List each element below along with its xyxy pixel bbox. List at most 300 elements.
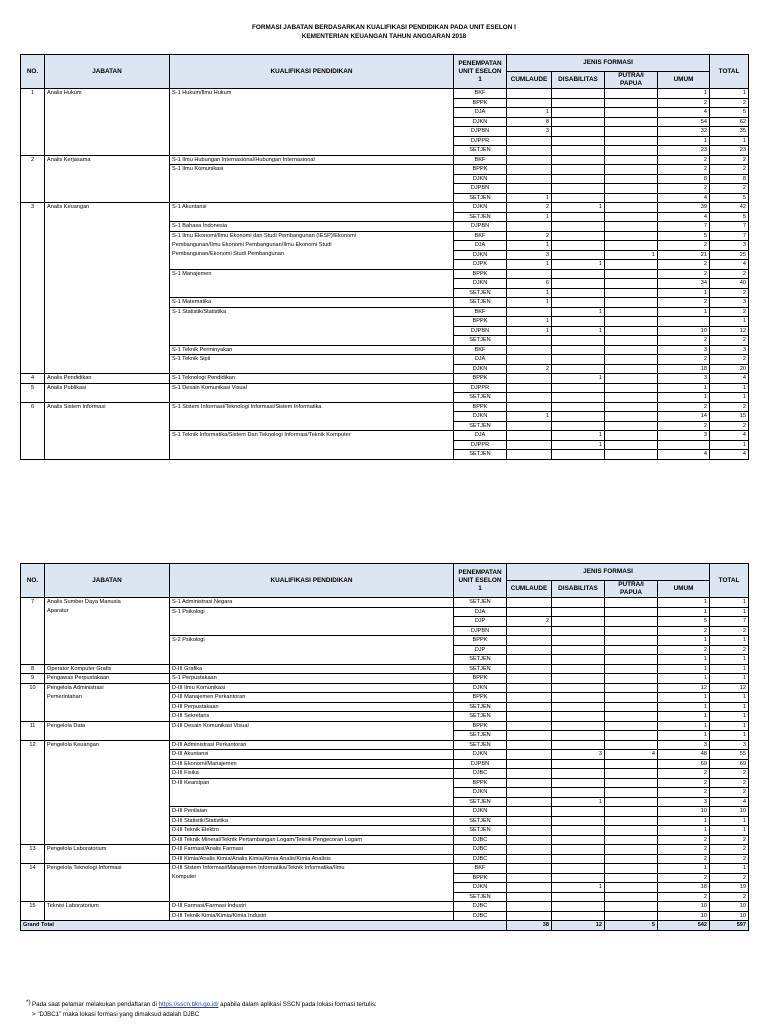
cell-disabilitas: [552, 345, 605, 355]
cell-cumlaude: [507, 655, 552, 665]
cell-jabatan: [45, 797, 170, 807]
cell-putra-papua: [605, 431, 658, 441]
cell-no: [21, 307, 45, 317]
table-row: [21, 374, 749, 384]
header-jabatan: JABATAN: [45, 564, 170, 598]
header-total: TOTAL: [710, 55, 749, 89]
cell-kualifikasi: [170, 617, 454, 627]
table-row: [21, 402, 749, 412]
cell-putra-papua: [605, 892, 658, 902]
cell-cumlaude: [507, 883, 552, 893]
cell-total: 1: [710, 136, 749, 146]
cell-disabilitas: [552, 241, 605, 251]
cell-umum: 39: [658, 203, 710, 213]
cell-umum: 2: [658, 788, 710, 798]
table-row: [21, 165, 749, 175]
cell-no: [21, 345, 45, 355]
cell-jabatan: [45, 326, 170, 336]
cell-disabilitas: [552, 127, 605, 137]
cell-putra-papua: [605, 269, 658, 279]
cell-disabilitas: [552, 117, 605, 127]
cell-total: 1: [710, 702, 749, 712]
cell-kualifikasi: S-1 Sistem Informasi/Teknologi Informasi/Sistem Informatika: [170, 402, 454, 412]
cell-cumlaude: 6: [507, 279, 552, 289]
cell-jabatan: [45, 412, 170, 422]
cell-no: 5: [21, 383, 45, 393]
cell-no: [21, 326, 45, 336]
cell-kualifikasi: [170, 136, 454, 146]
cell-total: 2: [710, 778, 749, 788]
cell-kualifikasi: [170, 117, 454, 127]
table-row: [21, 864, 749, 874]
cell-kualifikasi: [170, 288, 454, 298]
cell-putra-papua: [605, 89, 658, 99]
cell-no: 12: [21, 740, 45, 750]
cell-total: 2: [710, 288, 749, 298]
cell-no: [21, 317, 45, 327]
table-row: [21, 117, 749, 127]
cell-kualifikasi: [170, 626, 454, 636]
cell-jabatan: [45, 393, 170, 403]
cell-kualifikasi: D-III Perpustakaan: [170, 702, 454, 712]
cell-umum: 4: [658, 450, 710, 460]
cell-no: [21, 750, 45, 760]
cell-disabilitas: [552, 421, 605, 431]
cell-total: 1: [710, 655, 749, 665]
cell-umum: 2: [658, 778, 710, 788]
table-row: [21, 702, 749, 712]
cell-kualifikasi: Komputer: [170, 873, 454, 883]
cell-jabatan: [45, 165, 170, 175]
cell-kualifikasi: D-III Sistem Informasi/Manajemen Informatika/Teknik Informatika/Ilmu: [170, 864, 454, 874]
cell-jabatan: [45, 279, 170, 289]
cell-umum: 1: [658, 702, 710, 712]
cell-penempatan: BKF: [454, 155, 507, 165]
cell-kualifikasi: [170, 184, 454, 194]
table-row: [21, 778, 749, 788]
cell-umum: 12: [658, 683, 710, 693]
cell-penempatan: DJBC: [454, 835, 507, 845]
cell-putra-papua: [605, 317, 658, 327]
table-row: [21, 98, 749, 108]
table-row: [21, 412, 749, 422]
cell-penempatan: BKF: [454, 864, 507, 874]
cell-disabilitas: [552, 212, 605, 222]
cell-cumlaude: [507, 816, 552, 826]
cell-putra-papua: [605, 626, 658, 636]
cell-disabilitas: [552, 607, 605, 617]
cell-penempatan: DJP: [454, 617, 507, 627]
cell-total: 2: [710, 845, 749, 855]
cell-total: 69: [710, 759, 749, 769]
table-row: [21, 902, 749, 912]
cell-disabilitas: [552, 816, 605, 826]
header-kualifikasi: KUALIFIKASI PENDIDIKAN: [170, 55, 454, 89]
cell-kualifikasi: [170, 892, 454, 902]
header-kualifikasi: KUALIFIKASI PENDIDIKAN: [170, 564, 454, 598]
cell-penempatan: DJP: [454, 645, 507, 655]
cell-penempatan: DJKN: [454, 883, 507, 893]
cell-disabilitas: [552, 108, 605, 118]
cell-penempatan: SETJEN: [454, 146, 507, 156]
cell-putra-papua: [605, 731, 658, 741]
cell-umum: [658, 317, 710, 327]
cell-kualifikasi: D-III Akuntansi: [170, 750, 454, 760]
cell-putra-papua: [605, 683, 658, 693]
cell-cumlaude: [507, 146, 552, 156]
cell-umum: 8: [658, 174, 710, 184]
cell-jabatan: Aparatur: [45, 607, 170, 617]
cell-jabatan: [45, 731, 170, 741]
cell-jabatan: [45, 892, 170, 902]
cell-no: [21, 393, 45, 403]
cell-jabatan: [45, 127, 170, 137]
cell-putra-papua: [605, 607, 658, 617]
cell-penempatan: SETJEN: [454, 797, 507, 807]
cell-cumlaude: [507, 807, 552, 817]
document-subtitle: KEMENTERIAN KEUANGAN TAHUN ANGGARAN 2018: [301, 33, 467, 40]
cell-umum: 1: [658, 598, 710, 608]
cell-no: [21, 450, 45, 460]
cell-penempatan: BPPK: [454, 693, 507, 703]
cell-penempatan: SETJEN: [454, 712, 507, 722]
cell-umum: 18: [658, 364, 710, 374]
cell-umum: [658, 440, 710, 450]
cell-umum: 1: [658, 721, 710, 731]
cell-kualifikasi: D-III Fisika: [170, 769, 454, 779]
cell-no: 14: [21, 864, 45, 874]
table-row: [21, 769, 749, 779]
table-row: [21, 222, 749, 232]
cell-no: [21, 184, 45, 194]
grand-total-cumlaude: 38: [507, 921, 552, 931]
cell-umum: 5: [658, 617, 710, 627]
cell-jabatan: [45, 184, 170, 194]
cell-umum: 2: [658, 336, 710, 346]
table-row: [21, 383, 749, 393]
cell-no: [21, 212, 45, 222]
cell-kualifikasi: D-III Kimia/Analis Kimia/Analis Kimia/Kimia Analis/Kimia Analisis: [170, 854, 454, 864]
table-row: [21, 873, 749, 883]
table-row: [21, 231, 749, 241]
cell-putra-papua: [605, 136, 658, 146]
cell-penempatan: SETJEN: [454, 298, 507, 308]
cell-no: 15: [21, 902, 45, 912]
cell-no: [21, 412, 45, 422]
cell-penempatan: DJKN: [454, 117, 507, 127]
table-row: [21, 193, 749, 203]
cell-umum: 1: [658, 693, 710, 703]
cell-kualifikasi: D-III Ekonomi/Manajemen: [170, 759, 454, 769]
cell-umum: 4: [658, 193, 710, 203]
cell-no: [21, 778, 45, 788]
cell-umum: 3: [658, 740, 710, 750]
cell-putra-papua: [605, 873, 658, 883]
cell-total: 2: [710, 873, 749, 883]
cell-umum: 2: [658, 421, 710, 431]
cell-cumlaude: [507, 854, 552, 864]
cell-kualifikasi: Pembangunan/Ekonomi Studi Pembangunan: [170, 250, 454, 260]
cell-cumlaude: 1: [507, 193, 552, 203]
cell-penempatan: BKF: [454, 307, 507, 317]
cell-putra-papua: [605, 816, 658, 826]
table-row: [21, 307, 749, 317]
cell-putra-papua: [605, 184, 658, 194]
cell-jabatan: [45, 712, 170, 722]
cell-putra-papua: [605, 769, 658, 779]
cell-jabatan: Pengelola Laboratorium: [45, 845, 170, 855]
cell-penempatan: SETJEN: [454, 421, 507, 431]
cell-putra-papua: [605, 759, 658, 769]
grand-total-label: Grand Total: [21, 921, 507, 931]
cell-jabatan: Analis Hukum: [45, 89, 170, 99]
cell-kualifikasi: S-1 Hukum/Ilmu Hukum: [170, 89, 454, 99]
cell-cumlaude: [507, 674, 552, 684]
cell-umum: 3: [658, 374, 710, 384]
cell-disabilitas: [552, 250, 605, 260]
cell-jabatan: Pemerintahan: [45, 693, 170, 703]
header-penempatan: PENEMPATAN UNIT ESELON 1: [454, 55, 507, 89]
cell-kualifikasi: [170, 193, 454, 203]
cell-total: 1: [710, 440, 749, 450]
cell-cumlaude: [507, 683, 552, 693]
table-row: [21, 626, 749, 636]
cell-no: 3: [21, 203, 45, 213]
cell-penempatan: SETJEN: [454, 193, 507, 203]
header-disabilitas: DISABILITAS: [552, 581, 605, 598]
cell-kualifikasi: [170, 279, 454, 289]
cell-no: [21, 655, 45, 665]
cell-umum: 10: [658, 326, 710, 336]
table-row: [21, 816, 749, 826]
cell-kualifikasi: [170, 412, 454, 422]
cell-penempatan: BKF: [454, 231, 507, 241]
cell-putra-papua: [605, 778, 658, 788]
cell-no: [21, 279, 45, 289]
cell-disabilitas: [552, 279, 605, 289]
cell-penempatan: SETJEN: [454, 288, 507, 298]
cell-cumlaude: [507, 383, 552, 393]
cell-no: [21, 336, 45, 346]
cell-penempatan: DJPBN: [454, 184, 507, 194]
cell-jabatan: [45, 345, 170, 355]
document-title: FORMASI JABATAN BERDASARKAN KUALIFIKASI PENDIDIKAN PADA UNIT ESELON I: [252, 24, 516, 31]
table-row: [21, 155, 749, 165]
cell-no: [21, 759, 45, 769]
cell-no: [21, 298, 45, 308]
table-row: [21, 712, 749, 722]
table-row: [21, 393, 749, 403]
header-jenis-formasi: JENIS FORMASI: [507, 55, 710, 72]
table-row: [21, 883, 749, 893]
cell-kualifikasi: S-1 Teknik Informatika/Sistem Dan Teknologi Informasi/Teknik Komputer: [170, 431, 454, 441]
cell-umum: 2: [658, 626, 710, 636]
cell-umum: 14: [658, 412, 710, 422]
cell-penempatan: DJA: [454, 355, 507, 365]
table-row: [21, 174, 749, 184]
cell-total: 1: [710, 383, 749, 393]
cell-penempatan: BPPK: [454, 374, 507, 384]
header-putra-papua: PUTRA/I PAPUA: [605, 581, 658, 598]
cell-penempatan: DJPBN: [454, 127, 507, 137]
cell-penempatan: DJBC: [454, 769, 507, 779]
cell-disabilitas: [552, 674, 605, 684]
cell-penempatan: DJPPR: [454, 136, 507, 146]
cell-penempatan: DJA: [454, 241, 507, 251]
cell-cumlaude: 2: [507, 617, 552, 627]
cell-penempatan: DJA: [454, 108, 507, 118]
cell-jabatan: [45, 826, 170, 836]
cell-penempatan: DJBC: [454, 902, 507, 912]
table-row: [21, 835, 749, 845]
cell-total: 1: [710, 674, 749, 684]
cell-jabatan: [45, 336, 170, 346]
cell-umum: 2: [658, 645, 710, 655]
cell-kualifikasi: [170, 883, 454, 893]
table-row: [21, 241, 749, 251]
cell-no: [21, 127, 45, 137]
cell-putra-papua: [605, 645, 658, 655]
cell-no: 2: [21, 155, 45, 165]
cell-putra-papua: [605, 288, 658, 298]
header-umum: UMUM: [658, 581, 710, 598]
cell-no: [21, 421, 45, 431]
cell-kualifikasi: S-1 Administrasi Negara: [170, 598, 454, 608]
cell-penempatan: DJPBN: [454, 326, 507, 336]
table-row: [21, 845, 749, 855]
cell-penempatan: SETJEN: [454, 731, 507, 741]
cell-total: 10: [710, 911, 749, 921]
cell-total: 7: [710, 617, 749, 627]
cell-jabatan: Operator Komputer Grafis: [45, 664, 170, 674]
cell-kualifikasi: D-III Manajemen Perkantoran: [170, 693, 454, 703]
table-row: [21, 279, 749, 289]
cell-kualifikasi: [170, 108, 454, 118]
cell-cumlaude: [507, 797, 552, 807]
cell-cumlaude: [507, 645, 552, 655]
cell-jabatan: [45, 364, 170, 374]
cell-jabatan: [45, 788, 170, 798]
table-row: [21, 664, 749, 674]
cell-cumlaude: [507, 269, 552, 279]
cell-jabatan: [45, 431, 170, 441]
cell-disabilitas: [552, 873, 605, 883]
cell-penempatan: SETJEN: [454, 740, 507, 750]
cell-jabatan: [45, 655, 170, 665]
sscn-link[interactable]: https://sscn.bkn.go.id/: [158, 1001, 219, 1008]
cell-total: 19: [710, 883, 749, 893]
grand-total-row: [21, 921, 749, 931]
cell-jabatan: [45, 854, 170, 864]
cell-putra-papua: [605, 117, 658, 127]
cell-umum: 34: [658, 279, 710, 289]
cell-umum: 1: [658, 136, 710, 146]
cell-putra-papua: [605, 864, 658, 874]
cell-cumlaude: 1: [507, 412, 552, 422]
cell-no: [21, 108, 45, 118]
cell-jabatan: [45, 440, 170, 450]
cell-total: 15: [710, 412, 749, 422]
table-row: [21, 421, 749, 431]
cell-umum: 10: [658, 911, 710, 921]
cell-cumlaude: [507, 374, 552, 384]
cell-putra-papua: [605, 807, 658, 817]
table-row: [21, 298, 749, 308]
cell-cumlaude: [507, 598, 552, 608]
table-row: [21, 260, 749, 270]
cell-cumlaude: [507, 165, 552, 175]
cell-putra-papua: [605, 193, 658, 203]
cell-jabatan: Teknisi Laboratorium: [45, 902, 170, 912]
cell-putra-papua: 1: [605, 250, 658, 260]
cell-total: 3: [710, 345, 749, 355]
cell-kualifikasi: D-III Kearsipan: [170, 778, 454, 788]
table-row: [21, 788, 749, 798]
cell-total: 20: [710, 364, 749, 374]
cell-cumlaude: 2: [507, 203, 552, 213]
cell-jabatan: [45, 307, 170, 317]
cell-no: [21, 260, 45, 270]
cell-disabilitas: [552, 721, 605, 731]
cell-total: 2: [710, 98, 749, 108]
cell-disabilitas: 1: [552, 883, 605, 893]
cell-penempatan: SETJEN: [454, 212, 507, 222]
cell-jabatan: [45, 702, 170, 712]
header-putra-papua: PUTRA/I PAPUA: [605, 72, 658, 89]
cell-total: 2: [710, 165, 749, 175]
cell-total: 2: [710, 769, 749, 779]
cell-putra-papua: [605, 835, 658, 845]
cell-cumlaude: [507, 174, 552, 184]
cell-total: 4: [710, 797, 749, 807]
cell-total: 2: [710, 307, 749, 317]
cell-putra-papua: [605, 702, 658, 712]
cell-cumlaude: [507, 911, 552, 921]
cell-total: 2: [710, 355, 749, 365]
cell-no: [21, 883, 45, 893]
cell-jabatan: [45, 174, 170, 184]
cell-umum: 2: [658, 298, 710, 308]
table-row: [21, 797, 749, 807]
cell-kualifikasi: [170, 788, 454, 798]
cell-jabatan: [45, 136, 170, 146]
table-row: [21, 750, 749, 760]
table-row: [21, 431, 749, 441]
cell-putra-papua: [605, 241, 658, 251]
cell-cumlaude: [507, 345, 552, 355]
table-row: [21, 345, 749, 355]
cell-total: 2: [710, 402, 749, 412]
cell-total: 2: [710, 854, 749, 864]
table-row: [21, 607, 749, 617]
cell-jabatan: [45, 883, 170, 893]
cell-cumlaude: 3: [507, 250, 552, 260]
cell-disabilitas: [552, 617, 605, 627]
cell-disabilitas: 3: [552, 750, 605, 760]
cell-no: [21, 117, 45, 127]
cell-penempatan: BPPK: [454, 636, 507, 646]
cell-disabilitas: [552, 393, 605, 403]
cell-total: 42: [710, 203, 749, 213]
cell-penempatan: BPPK: [454, 778, 507, 788]
cell-no: [21, 174, 45, 184]
formation-table-1: [20, 54, 749, 460]
cell-umum: 2: [658, 260, 710, 270]
cell-no: 4: [21, 374, 45, 384]
cell-cumlaude: [507, 864, 552, 874]
cell-total: 2: [710, 421, 749, 431]
cell-no: [21, 826, 45, 836]
